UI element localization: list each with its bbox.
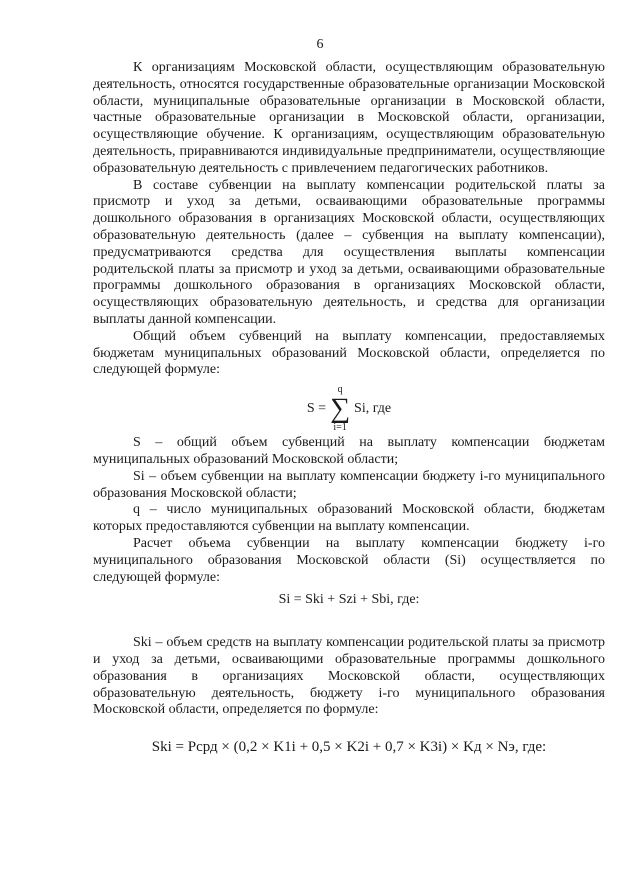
definition-s: S – общий объем субвенций на выплату компенсации бюджетам муниципальных образований Московской области; bbox=[93, 435, 605, 467]
paragraph-total-volume: Общий объем субвенций на выплату компенсации, предоставляемых бюджетам муниципальных образований Московской области, определяется по следующей формуле: bbox=[93, 328, 605, 378]
paragraph-organizations: К организациям Московской области, осуществляющим образовательную деятельность, относятся государственные образовательные организации Московской области, муниципальные образовательные организации в Московской области, частные образовательные организации в Московской области, организации, осуществляющие обучение. К организациям, осуществляющим образовательную деятельность, приравниваются индивидуальные предприниматели, осуществляющие образовательную деятельность с привлечением педагогических работников. bbox=[93, 60, 605, 176]
formula-si: Si = Ski + Szi + Sbi, где: bbox=[278, 592, 420, 608]
formula-ski: Ski = Pсрд × (0,2 × K1i + 0,5 × K2i + 0,7 × K3i) × Kд × Nэ, где: bbox=[151, 739, 547, 756]
formula-sum-lhs: S = bbox=[306, 400, 327, 416]
formula-total-sum bbox=[93, 384, 605, 434]
sum-upper-limit: q bbox=[337, 384, 343, 396]
definition-si: Si – объем субвенции на выплату компенсации бюджету i-го муниципального образования Московской области; bbox=[93, 468, 605, 501]
page-number: 6 bbox=[316, 37, 324, 52]
paragraph-subvention-composition: В составе субвенции на выплату компенсации родительской платы за присмотр и уход за детьми, осваивающими образовательные программы дошкольного образования в организациях Московской области, осуществляющих образовательную деятельность (далее – субвенция на выплату компенсации), предусматриваются средства для осуществления выплаты компенсации родительской платы за присмотр и уход за детьми, осваивающими образовательные программы дошкольного образования в организациях Московской области, осуществляющих образовательную деятельность, и средства для организации выплаты данной компенсации. bbox=[93, 177, 605, 327]
summation-symbol bbox=[330, 384, 350, 434]
definition-q: q – число муниципальных образований Московской области, бюджетам которых предоставляются субвенции на выплату компенсации. bbox=[93, 502, 605, 535]
sigma-icon: ∑ bbox=[330, 393, 351, 425]
formula-sum-rhs: Si, где bbox=[354, 400, 392, 416]
paragraph-si-calculation: Расчет объема субвенции на выплату компенсации бюджету i-го муниципального образования Московской области (Si) осуществляется по следующей формуле: bbox=[93, 535, 605, 585]
definition-ski: Ski – объем средств на выплату компенсации родительской платы за присмотр и уход за детьми, осваивающими образовательные программы дошкольного образования в организациях Московской области, осуществляющих образовательную деятельность, бюджету i-го муниципального образования Московской области, определяется по формуле: bbox=[93, 635, 605, 718]
sum-lower-limit: i=1 bbox=[333, 422, 347, 434]
document-body bbox=[93, 60, 605, 756]
